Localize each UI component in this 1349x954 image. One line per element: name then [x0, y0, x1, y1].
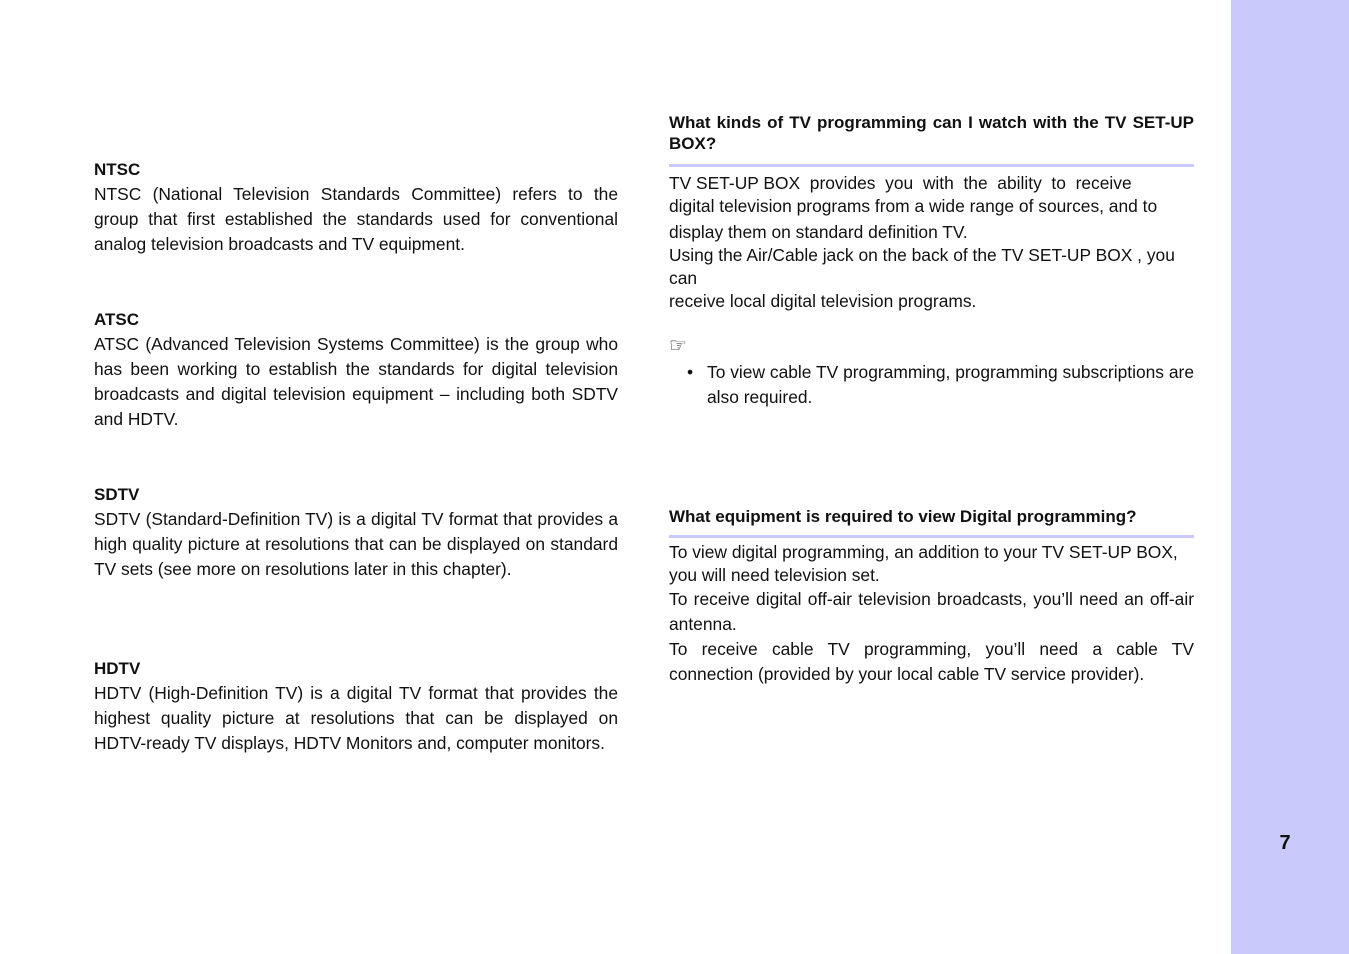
term-ntsc — [94, 157, 618, 257]
term-description: SDTV (Standard-Definition TV) is a digital TV format that provides a high quality picture at resolutions that can be displayed on standard TV sets (see more on resolutions later in this chapter). — [94, 509, 618, 579]
page-sidebar — [1231, 0, 1349, 954]
faq-equipment — [669, 506, 1194, 687]
answer-text — [669, 541, 1194, 687]
note-text: To view cable TV programming, programming subscriptions are also required. — [707, 362, 1194, 407]
answer-line: receive local digital television programs. — [669, 291, 977, 311]
answer-line: TV SET-UP BOX provides you with the ability to receive — [669, 173, 1132, 193]
answer-paragraph: To receive digital off-air television broadcasts, you’ll need an off-air antenna. — [669, 589, 1194, 634]
term-hdtv — [94, 656, 618, 756]
term-atsc — [94, 307, 618, 432]
page-number: 7 — [1279, 832, 1291, 854]
answer-line: Using the Air/Cable jack on the back of the TV SET-UP BOX , you can — [669, 245, 1175, 288]
answer-paragraph: To receive cable TV programming, you’ll need a cable TV connection (provided by your local cable TV service provider). — [669, 639, 1194, 684]
term-title: ATSC — [94, 310, 140, 329]
faq-programming — [669, 112, 1194, 410]
list-item — [669, 360, 1194, 410]
note-list — [669, 360, 1194, 410]
term-title: SDTV — [94, 485, 140, 504]
section-divider — [669, 164, 1194, 167]
answer-paragraph: To view digital programming, an addition to your TV SET-UP BOX, you will need television set. — [669, 542, 1178, 585]
answer-line: display them on standard definition TV. — [669, 222, 968, 242]
term-description: NTSC (National Television Standards Committee) refers to the group that first established the standards used for conventional analog television broadcasts and TV equipment. — [94, 184, 618, 254]
question-title: What equipment is required to view Digital programming? — [669, 507, 1137, 526]
term-sdtv — [94, 482, 618, 582]
question-title: What kinds of TV programming can I watch with the TV SET-UP BOX? — [669, 113, 1194, 153]
term-description: HDTV (High-Definition TV) is a digital TV format that provides the highest quality picture at resolutions that can be displayed on HDTV-ready TV displays, HDTV Monitors and, computer monitors. — [94, 683, 618, 753]
term-description: ATSC (Advanced Television Systems Committee) is the group who has been working to establish the standards for digital television broadcasts and digital television equipment – including both SDTV and HDTV. — [94, 334, 618, 429]
section-divider — [669, 535, 1194, 538]
answer-text — [669, 172, 1194, 313]
pointing-hand-icon: ☞ — [669, 335, 687, 357]
term-title: HDTV — [94, 659, 141, 678]
bullet-icon: • — [687, 362, 694, 382]
term-title: NTSC — [94, 160, 141, 179]
answer-line: digital television programs from a wide range of sources, and to — [669, 196, 1158, 216]
